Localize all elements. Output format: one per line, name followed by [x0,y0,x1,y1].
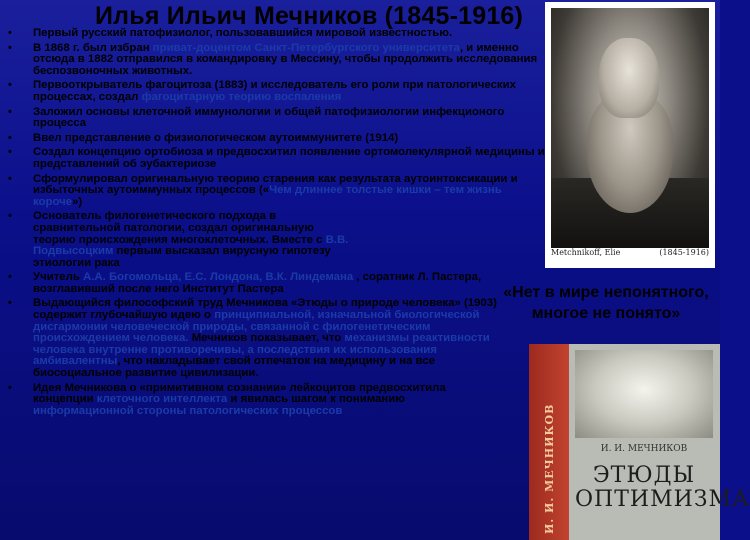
bullet-icon: • [8,381,12,394]
bullet-icon: • [8,105,12,118]
bullet-item: • Выдающийся философский труд Мечникова «Этюды о природе человека» (1903) содержит глубочайшую идею о принципиальной, изначальной биологической дисгармонии человеческой природы, связанной с филогенетическим происхождением человека. Мечников показывает, что механизмы реактивности человека внутренне противоречивы, а последствия их использования амбивалентны, что накладывает свой отпечаток на медицину и на все биосоциальное развитие цивилизации. [8,297,497,380]
bullet-item: • В 1868 г. был избран приват-доцентом Санкт-Петербургского университета, и именно отсюда в 1882 отправился в командировку в Мессину, чтобы продолжить исследования беспозвоночных животных. [8,41,538,77]
portrait-image [551,8,709,244]
bullet-item: • Первооткрыватель фагоцитоза (1883) и исследователь его роли при патологических процессах, создал фагоцитарную теорию воспаления [8,79,516,103]
bullet-icon: • [8,271,12,284]
bullet-icon: • [8,146,12,159]
bullet-item: • Заложил основы клеточной иммунологии и общей патофизиологии инфекционого процесса [8,105,505,130]
bullet-item: • Ввел представление о физиологическом аутоиммунитете (1914) [8,131,399,144]
bullet-item: • Учитель А.А. Богомольца, Е.С. Лондона, В.К. Линдемана , соратник Л. Пастера, возглавивший после него Институт Пастера [8,271,482,295]
bullet-list [0,28,545,420]
bullet-icon: • [8,210,12,223]
slide-title: Илья Ильич Мечников (1845-1916) [95,2,524,30]
book-illustration [575,350,713,438]
bullet-item: • Идея Мечникова о «примитивном сознании» лейкоцитов предвосхитила концепции клеточного интеллекта и явилась шагом к пониманию информационной стороны патологических процессов [8,381,446,417]
bullet-icon: • [8,27,12,39]
bullet-item: • Сформулировал оригинальную теорию старения как результата аутоинтоксикации и избыточных аутоиммунных процессов («Чем длиннее толстые кишки – тем жизнь короче») [8,172,518,208]
bullet-item: • Первый русский патофизиолог, пользовавшийся мировой известностью. [8,27,453,39]
book-title: ЭТЮДЫ ОПТИМИЗМА [575,463,750,512]
bullet-icon: • [8,172,12,185]
book-author: И. И. МЕЧНИКОВ [600,444,688,454]
bullet-item: • Основатель филогенетического подхода в сравнительной патологии, создал оригинальную теорию происхождения многоклеточных. Вместе с В.В. Подвысоцким первым высказал вирусную гипотезу этиологии рака [8,210,349,269]
bullet-icon: • [8,41,12,54]
portrait-photo [545,2,715,268]
book-spine: И. И. МЕЧНИКОВ [529,344,569,540]
book-cover-image [529,344,750,540]
quote-text: «Нет в мире непонятного, многое не понято» [503,284,709,322]
bullet-icon: • [8,79,12,92]
bullet-icon: • [8,131,12,144]
bullet-item: • Создал концепцию ортобиоза и предвосхитил появление ортомолекулярной медицины и представлений об эубактериозе [8,146,545,170]
bullet-icon: • [8,297,12,310]
portrait-caption: Metchnikoff, Elie (1845-1916) [551,248,709,257]
